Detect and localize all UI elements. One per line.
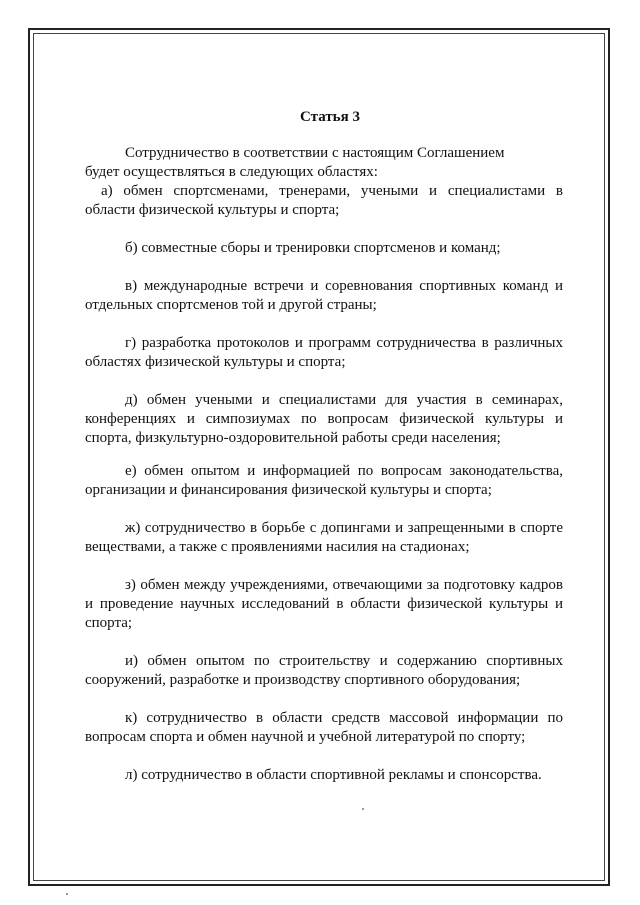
scan-speck bbox=[362, 808, 364, 810]
clause-b: б) совместные сборы и тренировки спортсменов и команд; bbox=[125, 240, 501, 256]
article-heading: Статья 3 bbox=[300, 109, 360, 125]
document-body bbox=[85, 108, 563, 785]
clause-zh: ж) сотрудничество в борьбе с допингами и запрещенными в спорте веществами, а также с проявлениями насилия на стадионах; bbox=[85, 520, 563, 555]
clause-l: л) сотрудничество в области спортивной рекламы и спонсорства. bbox=[125, 767, 542, 783]
intro-line-2: будет осуществляться в следующих областях: bbox=[85, 164, 378, 180]
scan-speck bbox=[66, 893, 68, 895]
clause-z: з) обмен между учреждениями, отвечающими за подготовку кадров и проведение научных исследований в области физической культуры и спорта; bbox=[85, 577, 563, 631]
clause-a: а) обмен спортсменами, тренерами, учеными и специалистами в области физической культуры и спорта; bbox=[85, 183, 563, 218]
clause-k: к) сотрудничество в области средств массовой информации по вопросам спорта и обмен научной и учебной литературой по спорту; bbox=[85, 710, 563, 745]
clause-v: в) международные встречи и соревнования спортивных команд и отдельных спортсменов той и другой страны; bbox=[85, 278, 563, 313]
clause-e: е) обмен опытом и информацией по вопросам законодательства, организации и финансирования физической культуры и спорта; bbox=[85, 463, 563, 498]
clause-g: г) разработка протоколов и программ сотрудничества в различных областях физической культуры и спорта; bbox=[85, 335, 563, 370]
intro-line-1: Сотрудничество в соответствии с настоящим Соглашением bbox=[125, 145, 505, 161]
clause-d: д) обмен учеными и специалистами для участия в семинарах, конференциях и симпозиумах по вопросам физической культуры и спорта, физкультурно-оздоровительной работы среди населения; bbox=[85, 392, 563, 446]
clause-i: и) обмен опытом по строительству и содержанию спортивных сооружений, разработке и производству спортивного оборудования; bbox=[85, 653, 563, 688]
